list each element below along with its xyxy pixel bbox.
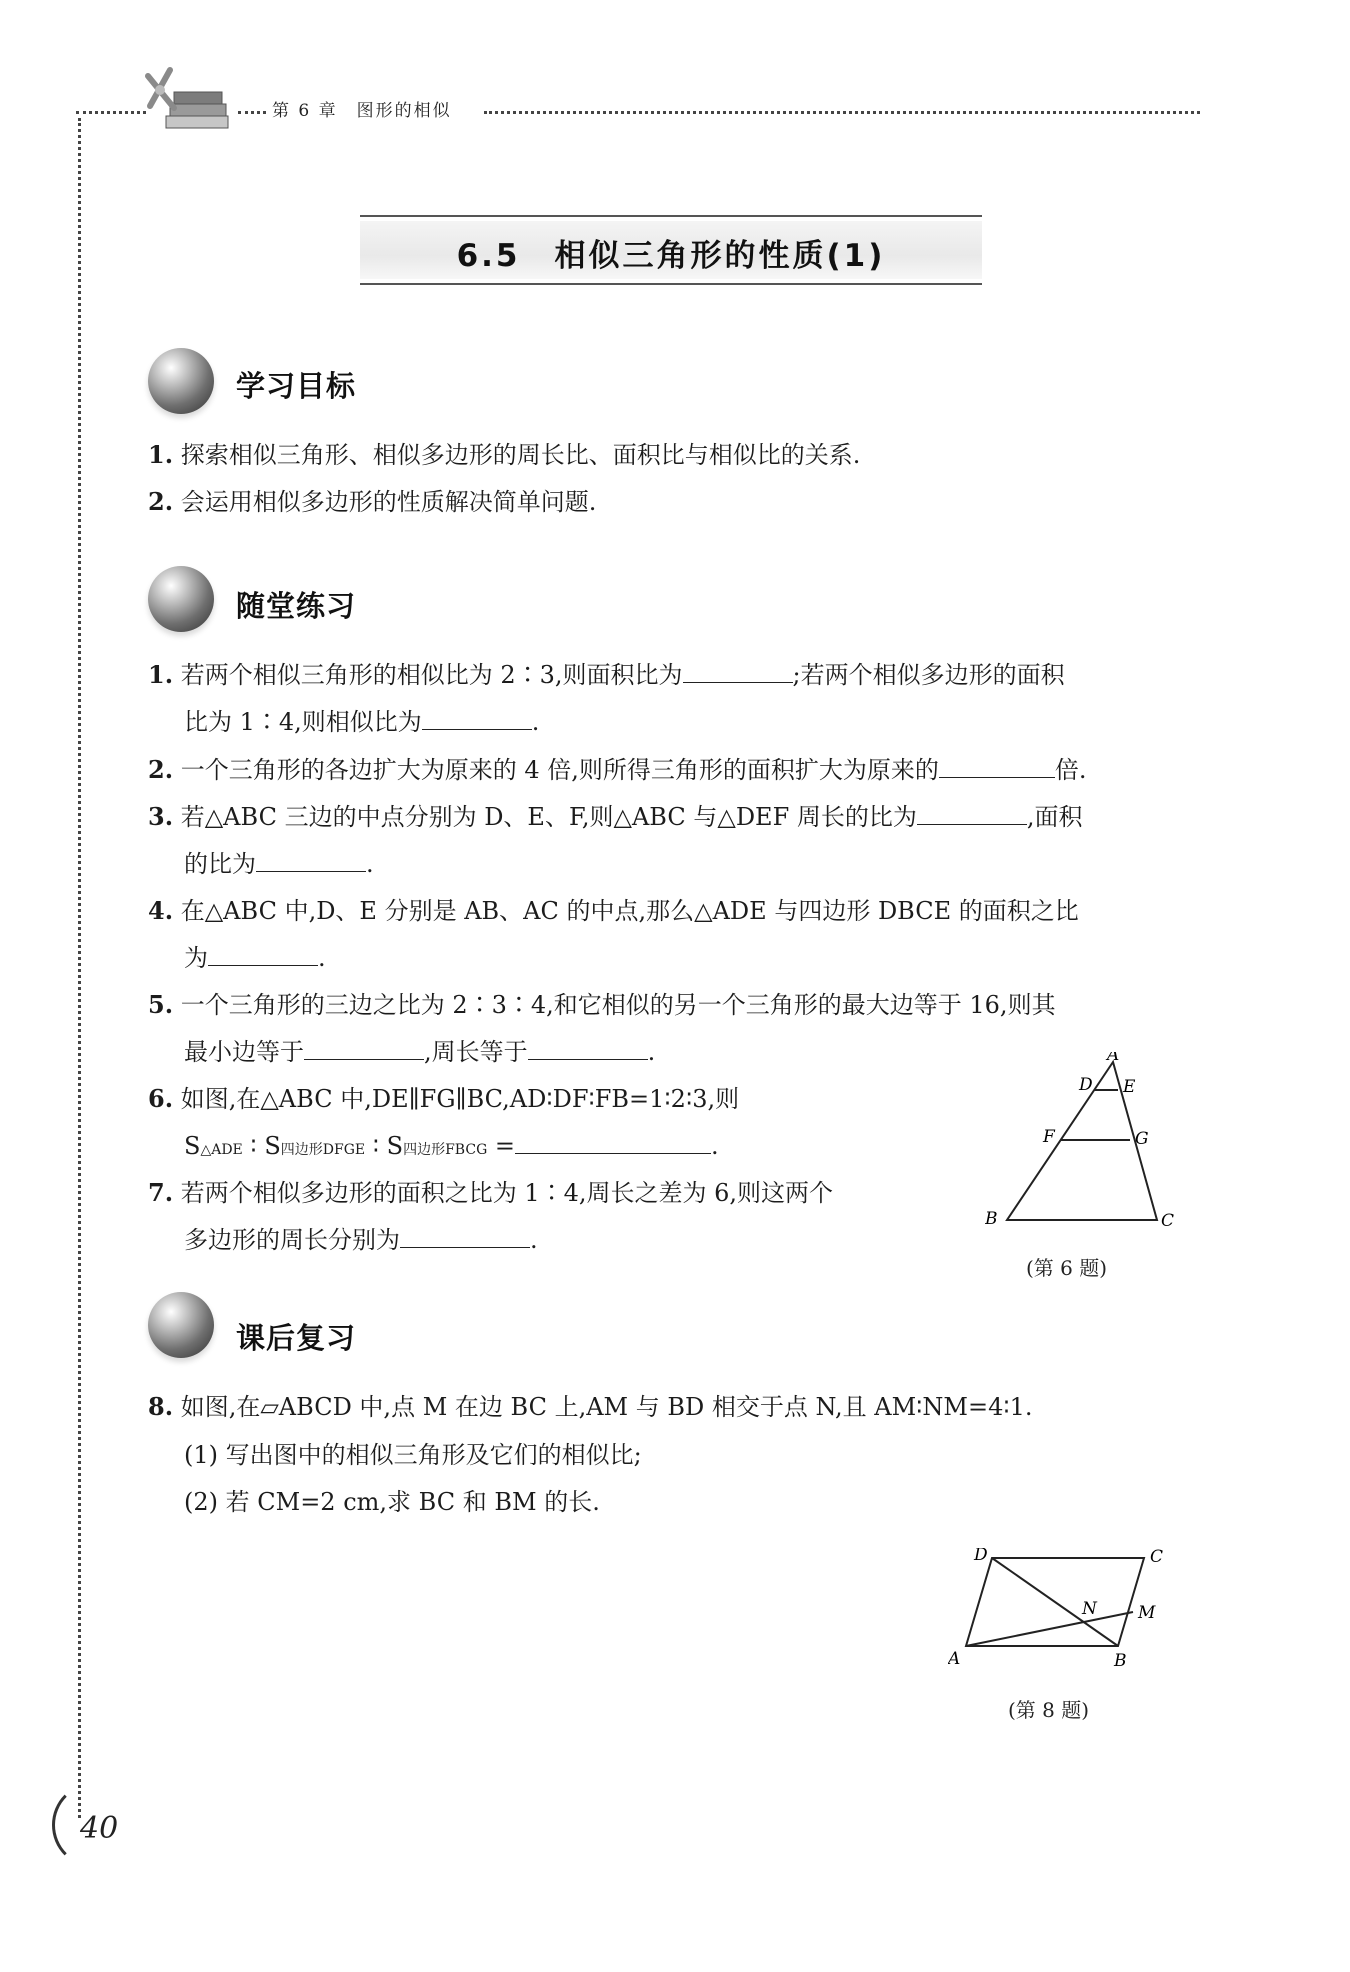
header-logo xyxy=(140,64,236,144)
figure-8-caption: (第 8 题) xyxy=(1008,1698,1090,1722)
label-e: E xyxy=(1123,1077,1136,1097)
question-3-cont: 的比为 . xyxy=(184,850,374,878)
answer-blank[interactable] xyxy=(304,1037,424,1060)
page-number: 40 xyxy=(80,1811,119,1846)
figure-6-caption: (第 6 题) xyxy=(1026,1256,1108,1280)
question-7-cont: 多边形的周长分别为 . xyxy=(184,1226,538,1254)
label-a: A xyxy=(1107,1052,1120,1065)
globe-icon xyxy=(148,566,214,632)
label-a: A xyxy=(948,1649,961,1669)
question-1-cont: 比为 1∶4,则相似比为 . xyxy=(184,708,540,736)
diagonal-bd xyxy=(992,1558,1118,1646)
goals-heading: 学习目标 xyxy=(236,369,357,403)
answer-blank[interactable] xyxy=(939,755,1055,778)
answer-blank[interactable] xyxy=(256,849,366,872)
answer-blank[interactable] xyxy=(528,1037,648,1060)
label-f: F xyxy=(1043,1127,1055,1147)
question-8-part2: (2) 若 CM=2 cm,求 BC 和 BM 的长. xyxy=(184,1488,600,1516)
label-m: M xyxy=(1138,1603,1156,1623)
answer-blank[interactable] xyxy=(422,707,532,730)
header-dotted-line-left xyxy=(76,111,146,114)
section-title-box xyxy=(360,215,982,285)
answer-blank[interactable] xyxy=(515,1131,711,1154)
question-1: 1. 若两个相似三角形的相似比为 2∶3,则面积比为 ;若两个相似多边形的面积 xyxy=(148,660,1065,689)
label-c: C xyxy=(1150,1548,1164,1567)
label-n: N xyxy=(1082,1599,1097,1619)
globe-icon xyxy=(148,348,214,414)
goal-item: 1. 探索相似三角形、相似多边形的周长比、面积比与相似比的关系. xyxy=(148,440,861,469)
books-icon xyxy=(140,64,236,144)
section-title: 6.5 相似三角形的性质(1) xyxy=(456,238,886,274)
globe-icon xyxy=(148,1292,214,1358)
label-d: D xyxy=(1079,1075,1093,1095)
label-b: B xyxy=(1114,1651,1127,1671)
question-5: 5. 一个三角形的三边之比为 2∶3∶4,和它相似的另一个三角形的最大边等于 16,则其 xyxy=(148,990,1056,1019)
label-g: G xyxy=(1135,1129,1149,1149)
question-8: 8. 如图,在▱ABCD 中,点 M 在边 BC 上,AM 与 BD 相交于点 N,且 AM∶NM=4∶1. xyxy=(148,1392,1033,1421)
question-6-cont: S△ADE ∶ S四边形DFGE ∶ S四边形FBCG = . xyxy=(184,1132,719,1160)
question-5-cont: 最小边等于 ,周长等于 . xyxy=(184,1038,656,1066)
answer-blank[interactable] xyxy=(917,802,1027,825)
question-2: 2. 一个三角形的各边扩大为原来的 4 倍,则所得三角形的面积扩大为原来的 倍. xyxy=(148,755,1087,784)
label-b: B xyxy=(985,1209,998,1229)
question-6: 6. 如图,在△ABC 中,DE∥FG∥BC,AD∶DF∶FB=1∶2∶3,则 xyxy=(148,1084,740,1113)
label-d: D xyxy=(974,1548,988,1565)
figure-8 xyxy=(948,1548,1168,1678)
review-heading: 课后复习 xyxy=(236,1321,357,1355)
answer-blank[interactable] xyxy=(208,943,318,966)
question-7: 7. 若两个相似多边形的面积之比为 1∶4,周长之差为 6,则这两个 xyxy=(148,1178,834,1207)
goal-item: 2. 会运用相似多边形的性质解决简单问题. xyxy=(148,487,597,516)
header-dotted-line-pre xyxy=(238,111,266,114)
question-4-cont: 为 . xyxy=(184,944,326,972)
header-dotted-line xyxy=(484,111,1200,114)
answer-blank[interactable] xyxy=(400,1225,530,1248)
segment-am xyxy=(966,1612,1133,1646)
chapter-header: 第 6 章 图形的相似 xyxy=(272,101,452,121)
question-8-part1: (1) 写出图中的相似三角形及它们的相似比; xyxy=(184,1441,642,1469)
figure-6 xyxy=(985,1052,1185,1230)
question-3: 3. 若△ABC 三边的中点分别为 D、E、F,则△ABC 与△DEF 周长的比为 ,面积 xyxy=(148,802,1083,831)
practice-heading: 随堂练习 xyxy=(236,589,357,623)
label-c: C xyxy=(1161,1211,1175,1230)
margin-dotted-line xyxy=(78,118,81,1818)
question-4: 4. 在△ABC 中,D、E 分别是 AB、AC 的中点,那么△ADE 与四边形 DBCE 的面积之比 xyxy=(148,896,1079,925)
answer-blank[interactable] xyxy=(683,660,793,683)
